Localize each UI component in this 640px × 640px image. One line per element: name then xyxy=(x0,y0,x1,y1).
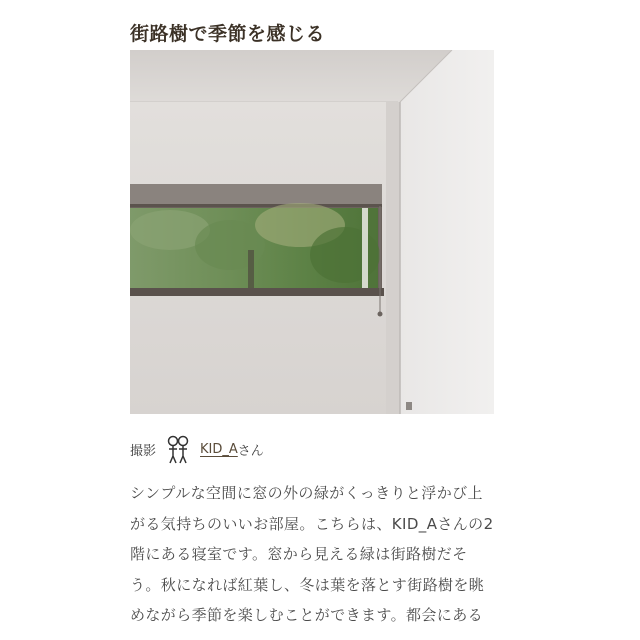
body-line: がる気持ちのいいお部屋。こちらは、KID_Aさんの2 xyxy=(130,514,494,533)
credit-label: 撮影 xyxy=(130,443,157,459)
body-line: う。秋になれば紅葉し、冬は葉を落とす街路樹を眺 xyxy=(130,575,485,594)
user-avatar-icon[interactable] xyxy=(164,434,192,464)
room-photo-illustration xyxy=(130,50,494,414)
credit-username-link[interactable]: KID_A xyxy=(200,441,238,457)
body-line: めながら季節を楽しむことができます。都会にある xyxy=(130,606,484,624)
photo-credit xyxy=(130,434,264,464)
credit-suffix: さん xyxy=(237,443,264,459)
article-title: 街路樹で季節を感じる xyxy=(130,22,326,45)
body-line: シンプルな空間に窓の外の緑がくっきりと浮かび上 xyxy=(130,484,483,502)
room-photo xyxy=(130,50,494,414)
article-body xyxy=(130,478,498,631)
body-line: 階にある寝室です。窓から見える緑は街路樹だそ xyxy=(130,545,468,563)
